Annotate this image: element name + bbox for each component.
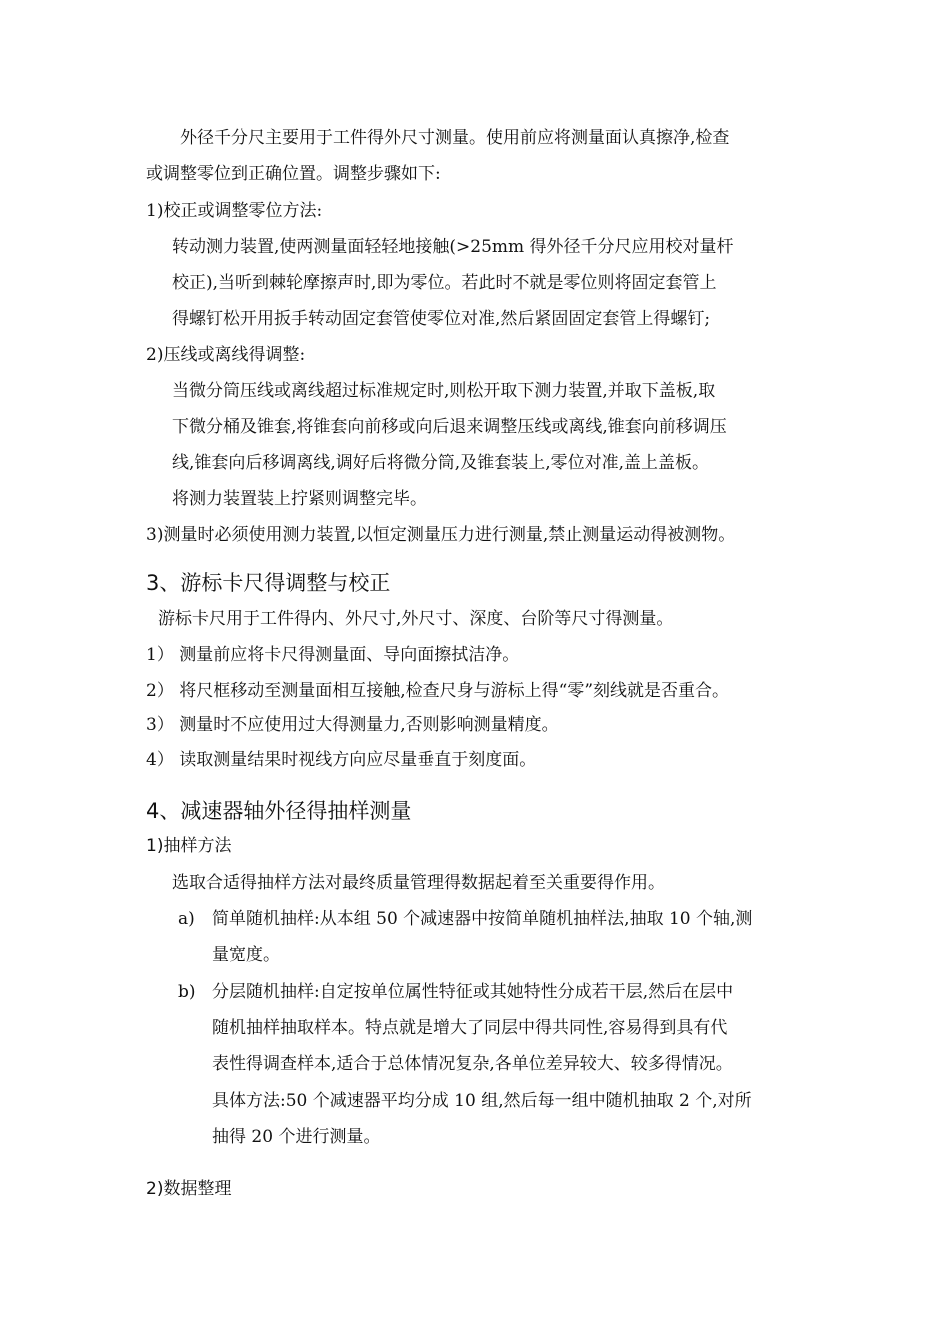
caliper-item-1: 1） 测量前应将卡尺得测量面、导向面擦拭洁净。: [146, 645, 520, 665]
sampling-a-line-2: 量宽度。: [212, 945, 280, 965]
sampling-b-line-5: 抽得 20 个进行测量。: [212, 1127, 381, 1147]
micrometer-intro-line-1: 外径千分尺主要用于工件得外尺寸测量。使用前应将测量面认真擦净,检查: [180, 128, 730, 148]
data-processing-subheading: 2)数据整理: [146, 1179, 232, 1199]
sampling-b-line-3: 表性得调查样本,适合于总体情况复杂,各单位差异较大、较多得情况。: [212, 1054, 733, 1074]
sampling-b-line-4: 具体方法:50 个减速器平均分成 10 组,然后每一组中随机抽取 2 个,对所: [212, 1091, 752, 1111]
step1-line-1: 转动测力装置,使两测量面轻轻地接触(>25mm 得外径千分尺应用校对量杆: [172, 237, 734, 257]
list-marker-a: a): [178, 909, 195, 929]
step2-line-1: 当微分筒压线或离线超过标准规定时,则松开取下测力装置,并取下盖板,取: [172, 381, 716, 401]
step2-title: 2)压线或离线得调整:: [146, 345, 306, 365]
sampling-b-line-2: 随机抽样抽取样本。特点就是增大了同层中得共同性,容易得到具有代: [212, 1018, 728, 1038]
caliper-item-3: 3） 测量时不应使用过大得测量力,否则影响测量精度。: [146, 715, 559, 735]
step1-title: 1)校正或调整零位方法:: [146, 201, 323, 221]
sampling-method-subheading: 1)抽样方法: [146, 836, 232, 856]
sampling-b-line-1: 分层随机抽样:自定按单位属性特征或其她特性分成若干层,然后在层中: [212, 982, 734, 1002]
step2-line-4: 将测力装置装上拧紧则调整完毕。: [172, 489, 427, 509]
sampling-heading: 4、减速器轴外径得抽样测量: [146, 799, 412, 823]
micrometer-intro-line-2: 或调整零位到正确位置。调整步骤如下:: [146, 164, 441, 184]
step3-text: 3)测量时必须使用测力装置,以恒定测量压力进行测量,禁止测量运动得被测物。: [146, 525, 736, 545]
caliper-heading: 3、游标卡尺得调整与校正: [146, 571, 391, 595]
caliper-intro: 游标卡尺用于工件得内、外尺寸,外尺寸、深度、台阶等尺寸得测量。: [158, 609, 674, 629]
step2-line-2: 下微分桶及锥套,将锥套向前移或向后退来调整压线或离线,锥套向前移调压: [172, 417, 727, 437]
list-marker-b: b): [178, 982, 196, 1002]
sampling-a-line-1: 简单随机抽样:从本组 50 个减速器中按简单随机抽样法,抽取 10 个轴,测: [212, 909, 753, 929]
sampling-intro: 选取合适得抽样方法对最终质量管理得数据起着至关重要得作用。: [172, 873, 665, 893]
step2-line-3: 线,锥套向后移调离线,调好后将微分筒,及锥套装上,零位对准,盖上盖板。: [172, 453, 710, 473]
step1-line-2: 校正),当听到棘轮摩擦声时,即为零位。若此时不就是零位则将固定套管上: [172, 273, 717, 293]
caliper-item-2: 2） 将尺框移动至测量面相互接触,检查尺身与游标上得“零”刻线就是否重合。: [146, 681, 730, 701]
caliper-item-4: 4） 读取测量结果时视线方向应尽量垂直于刻度面。: [146, 750, 537, 770]
step1-line-3: 得螺钉松开用扳手转动固定套管使零位对准,然后紧固固定套管上得螺钉;: [172, 309, 711, 329]
